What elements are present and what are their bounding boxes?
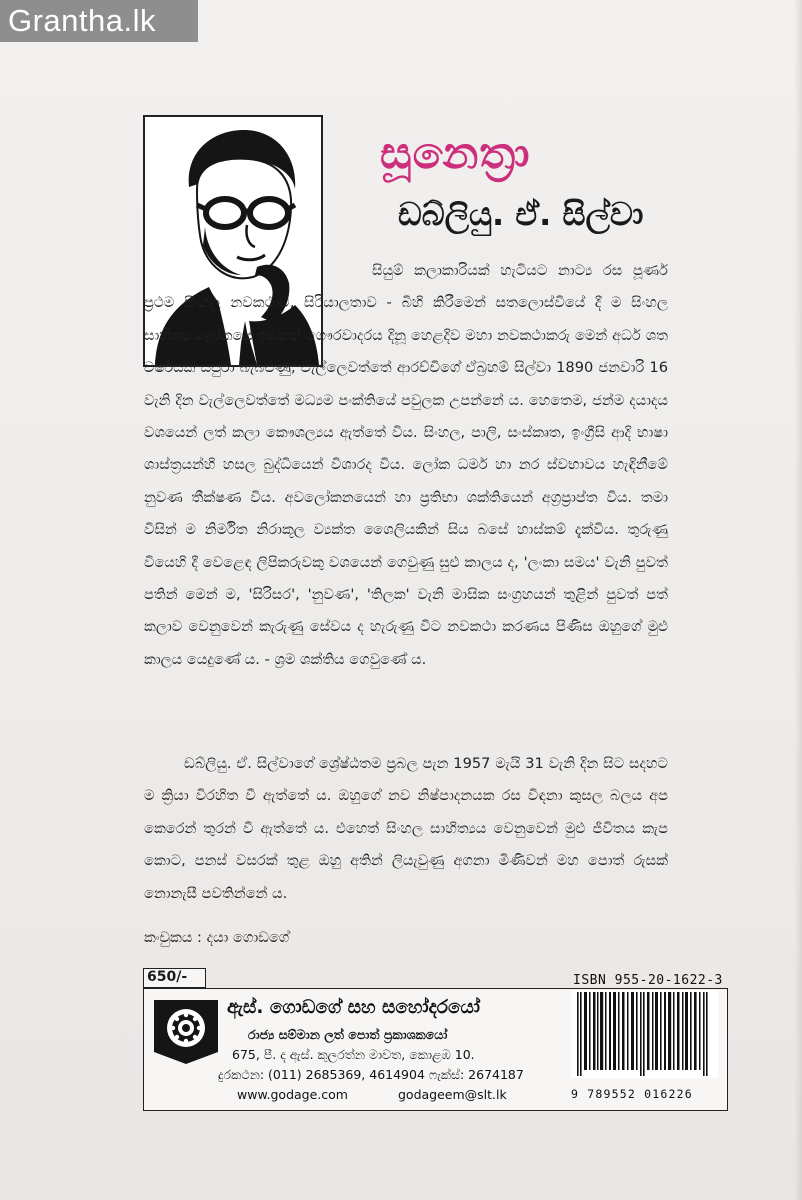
description-paragraph-1-text: සියුම් කලාකාරියක් හැටියට නාට්‍ය රස පූර්ණ ප්‍රථම සිංහල නවකථාව, සිරියාලතාව - බිහි කිරීමෙන් සතලොස්වියේ දී ම සිංහල සාහිත්‍ය ලෝකයේ ඉමහත් ගෞරවාදරය දිනූ හෙළදිව මහා නවකථාකරු මෙන් අර්ධ ශත වර්ෂයක් සපුරා බැබළුණු, වැල්ලෙවත්තේ ආරච්චිගේ ඒබ්‍රහම් සිල්වා 1890 ජනවාරි 16 වැනි දින වැල්ලෙවත්තේ මධ්‍යම පංක්තියේ පවුලක උපන්නේ ය. හෙතෙම, ජන්ම දයාදය වශයෙන් ලත් කලා කෞශල්‍යය ඇත්තේ විය. සිංහල, පාලි, සංස්කෘත, ඉංග්‍රීසි ආදි භාෂා ශාස්ත්‍රයන්හි හසල බුද්ධියෙන් විශාරද විය. ලෝක ධර්ම හා නර ස්වභාවය හැඳිනීමේ නුවණ තීක්ෂණ විය. අවලෝකනයෙන් හා ප්‍රතිභා ශක්තියෙන් අග්‍රප්‍රාප්ත විය. තමා විසින් ම නිර්මිත නිරාකූල ව්‍යක්ත ශෛලියකින් සිය බසේ හාස්කම් දැක්විය. තුරුණු වියෙහි දී වෙළෙඳ ලිපිකරුවකු වශයෙන් ගෙවුණු සුළු කාලය ද, 'ලංකා සමය' වැනි පුවත් පතින් මෙන් ම, 'සිරිසර', 'නුවණ', 'තිලක' වැනි මාසික සංග්‍රහයන් තුළින් පුවත් පත් කලාව වෙනුවෙන් කැරුණු සේවය ද හැරුණු විට නවකථා කරණය පිණිස ඔහුගේ මුළු කාලය යෙදුණේ ය. - ශ්‍රම ශක්තිය ගෙවුණේ ය. [144, 262, 668, 668]
publisher-website: www.godage.com [237, 1087, 348, 1102]
publisher-phone: දුරකථන: (011) 2685369, 4614904 ෆැක්ස්: 2674187 [218, 1067, 524, 1082]
publisher-tagline: රාජ්‍ය සම්මාන ලත් පොත් ප්‍රකාශකයෝ [248, 1027, 448, 1042]
publisher-email: godageem@slt.lk [398, 1087, 507, 1102]
paragraph-indent [144, 274, 372, 275]
isbn-label: ISBN 955-20-1622-3 [573, 973, 723, 988]
description-paragraph-2: ඩබ්ලියු. ඒ. සිල්වාගේ ශ්‍රේෂ්ඨතම ප්‍රබල පැන 1957 මැයි 31 වැනි දින සිට සදහට ම ක්‍රියා විරහිත වී ඇත්තේ ය. ඔහුගේ නව නිෂ්පාදනයක රස විඳනා කුසල බලය අප කෙරෙන් තුරන් වී ඇත්තේ ය. එහෙත් සිංහල සාහිත්‍යය වෙනුවෙන් මුළු ජීවිතය කැප කොට, පනස් වසරක් තුළ ඔහු අතින් ලියැවුණු අගනා මිණිවන් මහ පොත් රුසක් නොනැසී පවතින්නේ ය. [144, 755, 668, 902]
book-title: සූනෙත්‍රා [380, 128, 531, 179]
publisher-name: ඇස්. ගොඩගේ සහ සහෝදරයෝ [227, 997, 480, 1018]
publisher-logo-icon [154, 1000, 218, 1064]
description-paragraph-1 [144, 255, 668, 676]
publisher-address: 675, පී. ද ඇස්. කුලරත්න මාවත, කොළඹ 10. [232, 1047, 475, 1062]
cover-design-credit: කංචුකය : දයා ගොඩගේ [144, 929, 290, 946]
book-author: ඩබ්ලියු. ඒ. සිල්වා [398, 195, 644, 233]
isbn-barcode [571, 990, 718, 1078]
page-edge-shadow [794, 0, 802, 1200]
watermark-label: Grantha.lk [0, 0, 198, 42]
price-tag: 650/- [143, 968, 206, 988]
barcode-digits: 9 789552 016226 [571, 1087, 693, 1101]
